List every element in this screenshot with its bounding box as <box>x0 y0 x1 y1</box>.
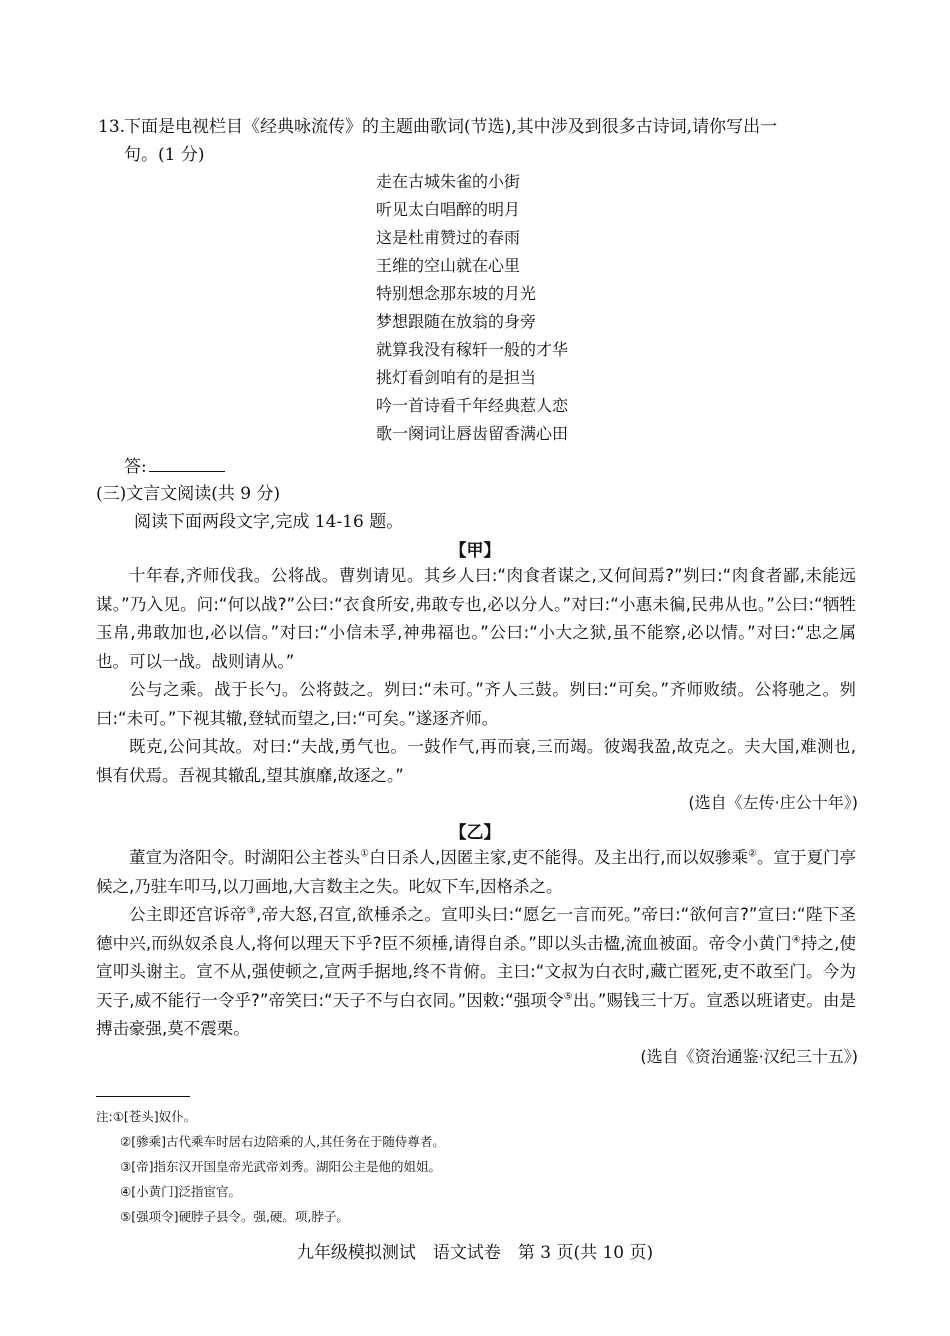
lyric-line: 听见太白唱醉的明月 <box>376 200 521 219</box>
text-run: 董宣为洛阳令。时湖阳公主苍头 <box>129 848 361 867</box>
footnote: ⑤[强项令]硬脖子县令。强,硬。项,脖子。 <box>120 1209 349 1224</box>
question-prompt-line2: 句。(1 分) <box>124 145 205 165</box>
passage-a-heading: 【甲】 <box>449 541 501 561</box>
lyric-line: 吟一首诗看千年经典惹人恋 <box>376 396 569 415</box>
lyric-line: 歌一阕词让唇齿留香满心田 <box>376 424 569 443</box>
answer-label: 答: <box>124 457 147 477</box>
passage-a-paragraph: 公与之乘。战于长勺。公将鼓之。刿曰:“未可。”齐人三鼓。刿曰:“可矣。”齐师败绩。公将驰之。刿曰:“未可。”下视其辙,登轼而望之,曰:“可矣。”遂逐齐师。 <box>96 680 856 728</box>
text-run: 出。”赐钱三十万。宣悉以班诸吏。由是搏击豪强,莫不震栗。 <box>96 990 856 1038</box>
text-run: ,帝大怒,召宣,欲棰杀之。宣叩头曰:“愿乞一言而死。”帝曰:“欲何言?”宣曰:“陛下圣德中兴,而纵奴杀良人,将何以理天下乎?臣不须棰,请得自杀。”即以头击楹,流血被面。帝令小黄门 <box>96 905 857 953</box>
question-prompt-line1: 下面是电视栏目《经典咏流传》的主题曲歌词(节选),其中涉及到很多古诗词,请你写出一 <box>124 117 778 137</box>
text-run: 。宣于夏门亭候之,乃驻车叩马,以刀画地,大言数主之失。叱奴下车,因格杀之。 <box>96 848 857 896</box>
answer-line <box>124 452 225 477</box>
lyric-line: 就算我没有稼轩一般的才华 <box>376 340 569 359</box>
passage-b-paragraph <box>96 844 856 901</box>
question-number: 13. <box>98 117 126 137</box>
lyric-line: 走在古城朱雀的小街 <box>376 172 521 191</box>
footnote-mark: ① <box>360 848 370 860</box>
question-13-prompt <box>98 113 860 169</box>
passage-a <box>96 562 856 790</box>
passage-a-paragraph: 既克,公问其故。对曰:“夫战,勇气也。一鼓作气,再而衰,三而竭。彼竭我盈,故克之。夫大国,难测也,惧有伏焉。吾视其辙乱,望其旗靡,故逐之。” <box>96 737 856 785</box>
passage-b-paragraph <box>96 901 856 1044</box>
answer-blank[interactable] <box>149 453 225 472</box>
footnote-mark: ③ <box>246 905 257 917</box>
footnote: 注:①[苍头]奴仆。 <box>96 1109 197 1124</box>
section-title: (三)文言文阅读(共 9 分) <box>96 484 281 504</box>
footnote-mark: ④ <box>791 934 801 945</box>
lyric-line: 挑灯看剑咱有的是担当 <box>376 368 537 387</box>
text-run: 公主即还宫诉帝 <box>129 905 247 924</box>
passage-a-paragraph: 十年春,齐师伐我。公将战。曹刿请见。其乡人曰:“肉食者谋之,又何间焉?”刿曰:“肉食者鄙,未能远谋。”乃入见。问:“何以战?”公曰:“衣食所安,弗敢专也,必以分人。”对曰:“小惠未徧,民弗从也。”公曰:“牺牲玉帛,弗敢加也,必以信。”对曰:“小信未孚,神弗福也。”公曰:“小大之狱,虽不能察,必以情。”对曰:“忠之属也。可以一战。战则请从。” <box>96 566 856 671</box>
text-run: 持之,使宣叩头谢主。宣不从,强使顿之,宣两手据地,终不肯俯。主曰:“文叔为白衣时,藏亡匿死,吏不敢至门。今为天子,威不能行一令乎?”帝笑曰:“天子不与白衣同。”因敕:“强项令 <box>96 933 856 1010</box>
passage-b-source: (选自《资治通鉴·汉纪三十五》) <box>640 1047 858 1066</box>
passage-b <box>96 844 856 1044</box>
footnote-divider <box>96 1096 190 1097</box>
lyric-line: 梦想跟随在放翁的身旁 <box>376 312 537 331</box>
passage-a-source: (选自《左传·庄公十年》) <box>688 793 858 812</box>
footnote: ③[帝]指东汉开国皇帝光武帝刘秀。湖阳公主是他的姐姐。 <box>120 1159 441 1174</box>
footnote: ②[骖乘]古代乘车时居右边陪乘的人,其任务在于随侍尊者。 <box>120 1134 445 1149</box>
footnote: ④[小黄门]泛指宦官。 <box>120 1184 241 1199</box>
lyric-line: 特别想念那东坡的月光 <box>376 284 537 303</box>
passage-b-heading: 【乙】 <box>449 823 501 843</box>
footnote-mark: ⑤ <box>563 991 573 1002</box>
footnote-mark: ② <box>748 848 757 860</box>
lyric-line: 这是杜甫赞过的春雨 <box>376 228 521 247</box>
page-footer: 九年级模拟测试 语文试卷 第 3 页(共 10 页) <box>296 1243 654 1263</box>
text-run: 白日杀人,因匿主家,吏不能得。及主出行,而以奴骖乘 <box>369 848 748 867</box>
footnotes <box>96 1104 445 1229</box>
lyric-line: 王维的空山就在心里 <box>376 256 521 275</box>
lyrics-block <box>376 168 568 448</box>
section-instruction: 阅读下面两段文字,完成 14-16 题。 <box>134 512 404 532</box>
